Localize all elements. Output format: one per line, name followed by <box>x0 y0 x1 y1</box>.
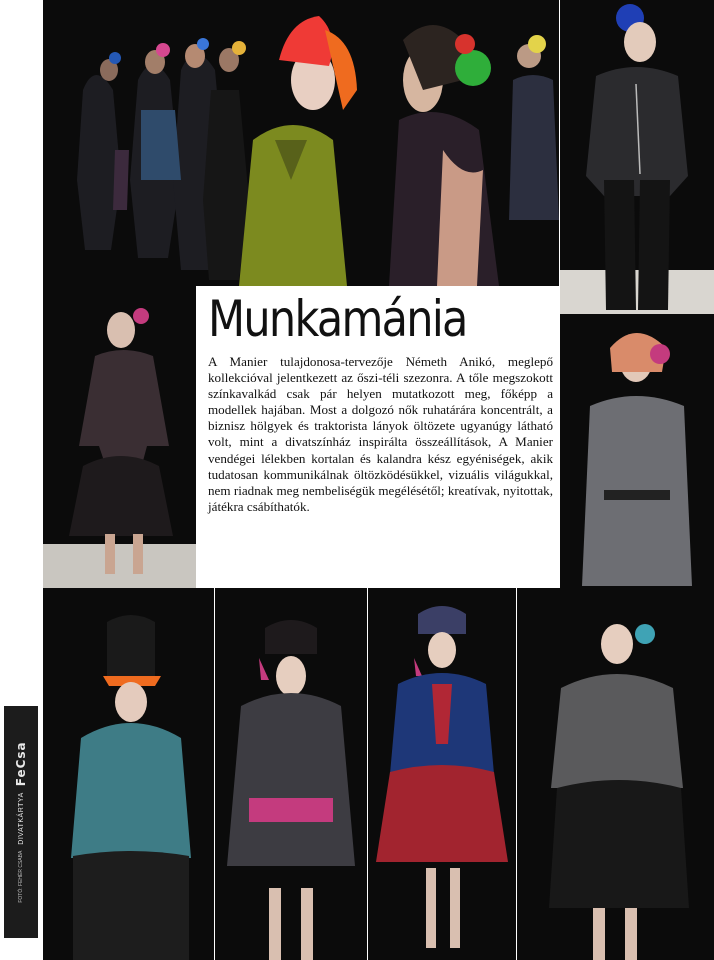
brand-logo: FeCsa <box>14 741 28 787</box>
photo-mid-right <box>560 314 714 588</box>
photo-bottom-4 <box>517 588 714 960</box>
magazine-side-tab <box>4 706 38 938</box>
photo-bottom-1 <box>43 588 214 960</box>
article-body: A Manier tulajdonosa-tervezője Németh Anikó, meglepő kollekcióval jelentkezett az őszi-téli szezonra. A tőle megszokott színkavalkád csak pár helyen mutatkozott meg, főképp a modellek hajában. Most a dolgozó nők ruhatárára koncentrált, a biznisz hölgyek és traktorista lányok öltözete ugyanúgy látható volt, mint a divatszínház inspirálta összeállítások, A Manier vendégei lélekben kortalan és kalandra kész egyéniségek, akik tudatosan kommunikálnak öltözködésükkel, vizuális világukkal, nem riadnak meg nembeliségük megélésétől; kreatívak, nyitottak, játékra csábíthatók. <box>208 354 553 514</box>
photo-lineup <box>43 0 559 286</box>
article-panel <box>196 286 560 586</box>
photo-top-right <box>560 0 714 314</box>
photo-credit: FOTÓ: FEHÉR CSABA <box>18 850 24 903</box>
photo-mid-left <box>43 286 196 588</box>
article-headline: Munkamánia <box>208 290 467 348</box>
side-tab-subtitle: DIVATKÁRTYA <box>17 792 25 845</box>
photo-bottom-2 <box>215 588 367 960</box>
photo-bottom-3 <box>368 588 516 960</box>
